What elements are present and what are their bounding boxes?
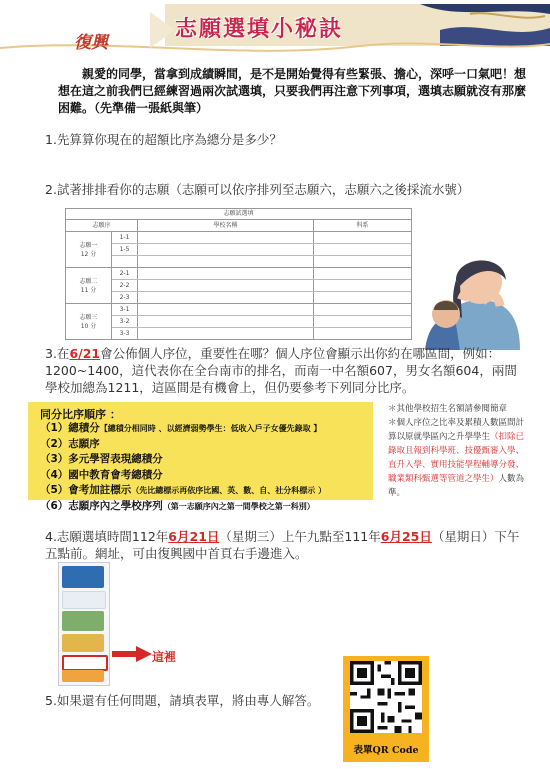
dept-cell[interactable]: [314, 304, 411, 315]
table-row: [112, 232, 411, 244]
table-row: [112, 328, 411, 339]
school-cell[interactable]: [138, 304, 314, 315]
row-code: 2-3: [112, 292, 138, 303]
dept-cell[interactable]: [314, 316, 411, 327]
tiebreak-list: [40, 421, 326, 514]
step-3-body: 會公佈個人序位，重要性在哪？個人序位會顯示出你約在哪區間，例如：1200~1400，這代表你在全台南市的排名，而南一中名額607，男女名額604，兩間學校加總為1211，這區間是有機會上，但仍要參考下列同分比序。: [45, 346, 517, 395]
qr-code[interactable]: [350, 661, 422, 733]
row-code: 3-3: [112, 328, 138, 339]
choice-practice-table: [65, 208, 412, 340]
school-cell[interactable]: [138, 280, 314, 291]
dept-cell[interactable]: [314, 268, 411, 279]
group-label: 志願三 10 分: [66, 304, 112, 339]
row-code: 3-2: [112, 316, 138, 327]
note-line: ＊其他學校招生名額請參閱簡章: [388, 404, 508, 414]
start-date: 6月21日: [168, 529, 220, 544]
table-row: [112, 304, 411, 316]
row-code: [112, 256, 138, 267]
side-note: [388, 402, 526, 500]
tiebreak-title: 同分比序順序 ：: [40, 408, 121, 421]
page-header: [0, 0, 550, 58]
choice-link-tile[interactable]: [62, 655, 108, 671]
list-item: （3）多元學習表現總積分: [40, 453, 163, 465]
list-item: （5）會考加註標示（先比總標示再依序比國、英、數、自、社分科標示 ）: [40, 484, 327, 496]
banner-tile: [62, 566, 104, 588]
list-item: （2）志願序: [40, 437, 100, 450]
school-homepage-screenshot: [58, 562, 110, 686]
dept-cell[interactable]: [314, 256, 411, 267]
school-cell[interactable]: [138, 232, 314, 243]
table-group: [66, 232, 411, 268]
page-title: 志願選填小秘訣: [175, 17, 344, 42]
menu-tile: [62, 591, 106, 609]
school-cell[interactable]: [138, 316, 314, 327]
dept-cell[interactable]: [314, 280, 411, 291]
qr-code-label: 表單QR Code: [353, 745, 419, 756]
link-tile: [62, 670, 104, 682]
group-label: 志願一 12 分: [66, 232, 112, 267]
link-tile: [62, 634, 104, 652]
row-code: 1-1: [112, 232, 138, 243]
school-cell[interactable]: [138, 292, 314, 303]
table-header-row: [66, 220, 411, 232]
list-item: （6）志願序內之學校序列（第一志願序內之第一間學校之第一科別）: [40, 499, 315, 512]
school-cell[interactable]: [138, 244, 314, 255]
announce-date: 6/21: [69, 346, 101, 361]
step-1-text: 1.先算算你現在的超額比序為總分是多少？: [45, 132, 282, 147]
school-cell[interactable]: [138, 268, 314, 279]
table-header-cell: 志願序: [66, 220, 138, 231]
here-label: 這裡: [152, 650, 177, 664]
note-line: ＊個人序位之比率及累積人數區間計算以原就學區內之升學學生（扣除已錄取且報到科學班、技優甄審入學、直升入學、實用技能學程輔導分發、職業類科甄選等管道之學生）人數為準。: [388, 418, 525, 498]
step-3-prefix: 3.在: [45, 346, 70, 361]
dept-cell[interactable]: [314, 328, 411, 339]
table-row: [112, 280, 411, 292]
table-row: [112, 292, 411, 303]
row-code: 1-5: [112, 244, 138, 255]
dept-cell[interactable]: [314, 292, 411, 303]
table-row: [112, 244, 411, 256]
step-2-text: 2.試著排排看你的志願（志願可以依序排列至志願六，志願六之後採流水號）: [45, 182, 470, 197]
row-code: 2-2: [112, 280, 138, 291]
table-group: [66, 268, 411, 304]
intro-paragraph: 親愛的同學，當拿到成績瞬間，是不是開始覺得有些緊張、擔心，深呼一口氣吧！想想在這之前我們已經練習過兩次試選填，只要我們再注意下列事項，選填志願就沒有那麼困難。（先準備一張紙與筆）: [58, 67, 527, 115]
school-logo: 復興: [74, 33, 108, 53]
group-label: 志願二 11 分: [66, 268, 112, 303]
dept-cell[interactable]: [314, 232, 411, 243]
dept-cell[interactable]: [314, 244, 411, 255]
row-code: 2-1: [112, 268, 138, 279]
link-tile: [62, 611, 104, 631]
row-code: 3-1: [112, 304, 138, 315]
list-item: （1）總積分【總積分相同時 、以經濟弱勢學生：低收入戶子女優先錄取 】: [40, 422, 322, 434]
step-3-text: [45, 345, 520, 396]
list-item: （4）國中教育會考總積分: [40, 468, 163, 481]
step-5-text: 5.如果還有任何問題，請填表單，將由專人解答。: [45, 693, 320, 708]
arrow-right-icon: [112, 646, 152, 662]
end-date: 6月25日: [380, 529, 432, 544]
table-row: [112, 268, 411, 280]
table-row: [112, 316, 411, 328]
school-cell[interactable]: [138, 256, 314, 267]
table-group: [66, 304, 411, 339]
school-cell[interactable]: [138, 328, 314, 339]
table-header-cell: 科系: [356, 222, 369, 229]
worried-student-illustration: [420, 240, 530, 350]
table-header-cell: 學校名稱: [138, 220, 314, 231]
table-row: [112, 256, 411, 267]
table-caption: 志願試選填: [66, 209, 411, 220]
step-4-text: 4.志願選填時間112年6月21日（星期三）上午九點至111年6月25日（星期日）下午五點前。網址，可由復興國中首頁右手邊進入。: [45, 529, 520, 561]
